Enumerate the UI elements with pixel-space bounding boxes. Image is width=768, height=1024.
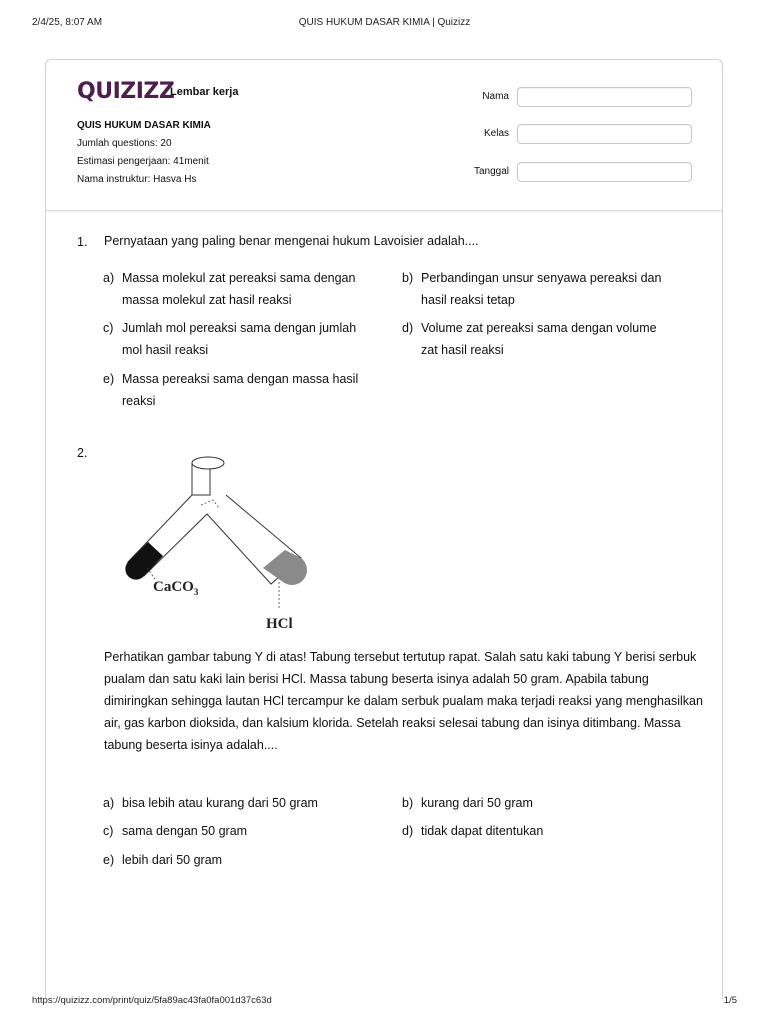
worksheet — [45, 59, 723, 999]
option-letter: e) — [103, 853, 115, 867]
quizizz-logo: QUIZIZZ — [77, 79, 175, 104]
junction-arrow — [201, 500, 219, 508]
option-d[interactable] — [402, 820, 672, 842]
option-text: Perbandingan unsur senyawa pereaksi dan hasil reaksi tetap — [421, 271, 662, 307]
option-letter: a) — [103, 796, 115, 810]
question-number: 2. — [77, 446, 88, 460]
option-text: Massa molekul zat pereaksi sama dengan massa molekul zat hasil reaksi — [122, 271, 356, 307]
time-estimate: Estimasi pengerjaan: 41menit — [77, 156, 209, 167]
option-letter: c) — [103, 321, 114, 335]
question-number: 1. — [77, 235, 88, 249]
page-number: 1/5 — [723, 995, 737, 1006]
option-a[interactable] — [103, 792, 373, 814]
sheet-type-label: Lembar kerja — [170, 86, 239, 98]
option-letter: a) — [103, 271, 115, 285]
caco3-label: CaCO$_3$ — [153, 579, 199, 597]
print-header — [32, 17, 737, 31]
print-page-title: QUIS HUKUM DASAR KIMIA | Quizizz — [298, 17, 471, 28]
hcl-label: HCl — [266, 616, 293, 632]
caco3-powder — [125, 542, 163, 580]
instructor-name: Nama instruktur: Hasva Hs — [77, 174, 197, 185]
option-b[interactable] — [402, 267, 672, 311]
option-text: bisa lebih atau kurang dari 50 gram — [122, 796, 318, 810]
date-field[interactable] — [517, 162, 692, 182]
name-label: Nama — [482, 91, 509, 102]
option-text: sama dengan 50 gram — [122, 824, 248, 838]
worksheet-header — [46, 60, 723, 211]
tube-opening — [192, 457, 224, 469]
option-letter: d) — [402, 321, 414, 335]
class-label: Kelas — [483, 128, 509, 139]
option-letter: b) — [402, 796, 414, 810]
option-text: kurang dari 50 gram — [421, 796, 533, 810]
date-label: Tanggal — [473, 166, 509, 177]
class-field[interactable] — [517, 124, 692, 144]
y-tube-diagram — [111, 450, 336, 635]
option-text: lebih dari 50 gram — [122, 853, 223, 867]
option-text: Massa pereaksi sama dengan massa hasil reaksi — [122, 372, 359, 408]
name-field[interactable] — [517, 87, 692, 107]
question-count: Jumlah questions: 20 — [77, 138, 172, 149]
hcl-solution — [263, 550, 307, 585]
quiz-title: QUIS HUKUM DASAR KIMIA — [77, 120, 211, 131]
question-text: Pernyataan yang paling benar mengenai hukum Lavoisier adalah.... — [104, 234, 479, 248]
option-c[interactable] — [103, 317, 373, 361]
option-letter: b) — [402, 271, 414, 285]
option-b[interactable] — [402, 792, 672, 814]
question-text: Perhatikan gambar tabung Y di atas! Tabung tersebut tertutup rapat. Salah satu kaki tabung Y berisi serbuk pualam dan satu kaki lain berisi HCl. Massa tabung beserta isinya adalah 50 gram. Apabila tabung dimiringkan sehingga lautan HCl tercampur ke dalam serbuk pualam maka terjadi reaksi yang menghasilkan air, gas karbon dioksida, dan kalsium klorida. Setelah reaksi selesai tabung dan isinya ditimbang. Massa tabung beserta isinya adalah.... — [104, 650, 703, 752]
option-e[interactable] — [103, 368, 373, 412]
option-letter: e) — [103, 372, 115, 386]
print-url[interactable]: https://quizizz.com/print/quiz/5fa89ac43fa0fa001d37c63d — [32, 995, 272, 1006]
option-text: Volume zat pereaksi sama dengan volume zat hasil reaksi — [421, 321, 657, 357]
option-e[interactable] — [103, 849, 373, 871]
print-footer — [32, 995, 737, 1009]
print-datetime: 2/4/25, 8:07 AM — [32, 17, 103, 28]
option-a[interactable] — [103, 267, 373, 311]
option-text: Jumlah mol pereaksi sama dengan jumlah mol hasil reaksi — [122, 321, 357, 357]
option-text: tidak dapat ditentukan — [421, 824, 544, 838]
option-letter: c) — [103, 824, 114, 838]
option-d[interactable] — [402, 317, 672, 361]
option-letter: d) — [402, 824, 414, 838]
option-c[interactable] — [103, 820, 373, 842]
